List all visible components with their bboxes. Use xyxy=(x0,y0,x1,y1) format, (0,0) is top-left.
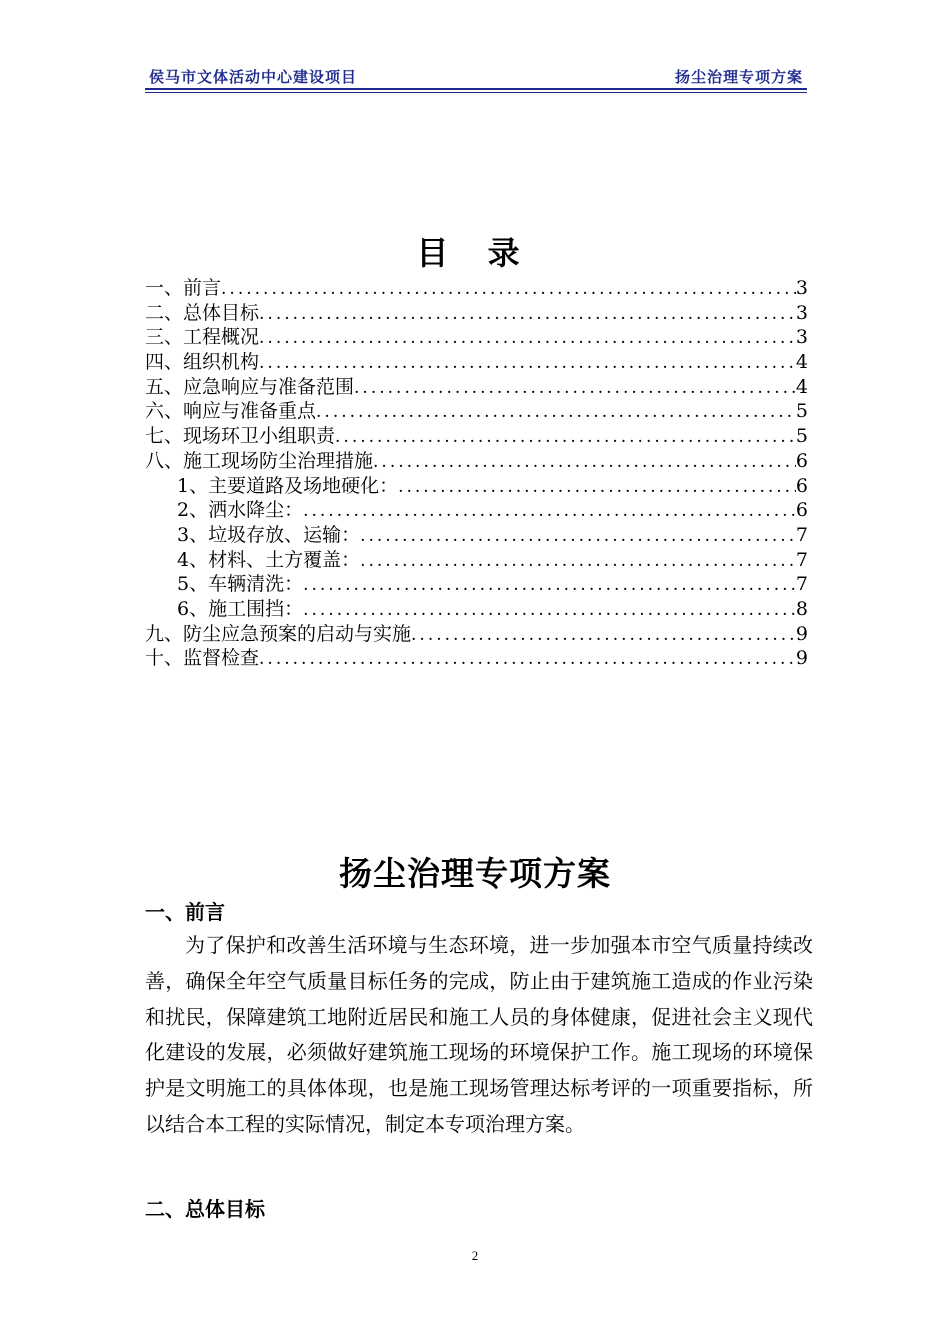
toc-entry-text: 三、工程概况 xyxy=(145,326,260,349)
section-heading-overall-goal: 二、总体目标 xyxy=(145,1197,265,1221)
toc-entry-page: 8 xyxy=(795,597,808,620)
toc-entry-text: 九、防尘应急预案的启动与实施 xyxy=(145,622,412,645)
toc-entry-page: 4 xyxy=(795,375,808,398)
toc-entry[interactable] xyxy=(145,350,808,375)
toc-leader-dots xyxy=(259,647,796,671)
toc-entry[interactable] xyxy=(145,572,808,597)
document-title: 扬尘治理专项方案 xyxy=(339,854,611,893)
toc-entry[interactable] xyxy=(145,276,808,301)
toc-entry[interactable] xyxy=(145,301,808,326)
toc-leader-dots xyxy=(360,549,796,573)
toc-entry[interactable] xyxy=(145,325,808,350)
toc-leader-dots xyxy=(259,326,796,350)
toc-entry[interactable] xyxy=(145,424,808,449)
toc-entry-page: 3 xyxy=(795,301,808,324)
toc-entry-text: 六、响应与准备重点 xyxy=(145,400,317,423)
toc-title: 目 录 xyxy=(416,234,534,272)
toc-entry-page: 3 xyxy=(795,277,808,299)
header-document-name: 扬尘治理专项方案 xyxy=(674,68,803,86)
toc-leader-dots xyxy=(259,302,796,326)
toc-entry-page: 6 xyxy=(795,449,808,472)
page-header xyxy=(145,66,807,90)
toc-leader-dots xyxy=(303,499,796,523)
toc-entry-text: 1、主要道路及场地硬化： xyxy=(177,474,399,497)
toc-leader-dots xyxy=(303,598,796,622)
toc-leader-dots xyxy=(259,351,796,375)
toc-entry[interactable] xyxy=(145,474,808,499)
toc-entry-page: 7 xyxy=(795,523,808,546)
toc-entry-page: 6 xyxy=(795,474,808,497)
toc-entry[interactable] xyxy=(145,523,808,548)
toc-entry-text: 2、洒水降尘： xyxy=(177,499,304,522)
toc-leader-dots xyxy=(354,376,796,400)
toc-entry[interactable] xyxy=(145,399,808,424)
toc-leader-dots xyxy=(316,400,796,424)
toc-entry-page: 5 xyxy=(795,425,808,448)
toc-entry[interactable] xyxy=(145,597,808,622)
toc-entry[interactable] xyxy=(145,449,808,474)
toc-entry[interactable] xyxy=(145,548,808,573)
toc-entry-page: 7 xyxy=(795,573,808,596)
toc-entry-text: 五、应急响应与准备范围 xyxy=(145,375,355,398)
toc-entry[interactable] xyxy=(145,646,808,671)
table-of-contents xyxy=(145,276,808,671)
toc-entry-page: 7 xyxy=(795,548,808,571)
toc-leader-dots xyxy=(221,277,796,301)
toc-leader-dots xyxy=(398,475,796,499)
toc-entry-text: 4、材料、土方覆盖： xyxy=(177,548,361,571)
toc-entry-text: 八、施工现场防尘治理措施 xyxy=(145,449,374,472)
header-project-name: 侯马市文体活动中心建设项目 xyxy=(149,68,358,86)
page-number: 2 xyxy=(471,1248,479,1263)
toc-entry[interactable] xyxy=(145,622,808,647)
toc-entry-text: 七、现场环卫小组职责 xyxy=(145,425,336,448)
toc-leader-dots xyxy=(373,450,796,474)
toc-leader-dots xyxy=(411,623,796,647)
toc-leader-dots xyxy=(303,573,796,597)
preface-paragraph: 为了保护和改善生活环境与生态环境，进一步加强本市空气质量持续改善，确保全年空气质量目标任务的完成，防止由于建筑施工造成的作业污染和扰民，保障建筑工地附近居民和施工人员的身体健康，促进社会主义现代化建设的发展，必须做好建筑施工现场的环境保护工作。施工现场的环境保护是文明施工的具体体现，也是施工现场管理达标考评的一项重要指标，所以结合本工程的实际情况，制定本专项治理方案。 xyxy=(145,933,813,1136)
toc-entry-page: 6 xyxy=(795,499,808,522)
toc-entry-text: 四、组织机构 xyxy=(145,351,260,374)
toc-leader-dots xyxy=(335,425,796,449)
toc-entry[interactable] xyxy=(145,375,808,400)
toc-entry-text: 十、监督检查 xyxy=(145,647,260,670)
toc-entry-text: 6、施工围挡： xyxy=(177,597,304,620)
toc-entry-text: 二、总体目标 xyxy=(145,301,260,324)
toc-entry-text: 3、垃圾存放、运输： xyxy=(177,523,361,546)
toc-entry-page: 4 xyxy=(795,351,808,374)
toc-entry-text: 5、车辆清洗： xyxy=(177,573,304,596)
toc-entry-page: 5 xyxy=(795,400,808,423)
toc-entry[interactable] xyxy=(145,498,808,523)
toc-entry-page: 3 xyxy=(795,326,808,349)
toc-entry-page: 9 xyxy=(795,647,808,670)
toc-leader-dots xyxy=(360,524,796,548)
toc-entry-text: 一、前言 xyxy=(145,277,222,299)
toc-entry-page: 9 xyxy=(795,622,808,645)
section-heading-preface: 一、前言 xyxy=(145,900,225,924)
